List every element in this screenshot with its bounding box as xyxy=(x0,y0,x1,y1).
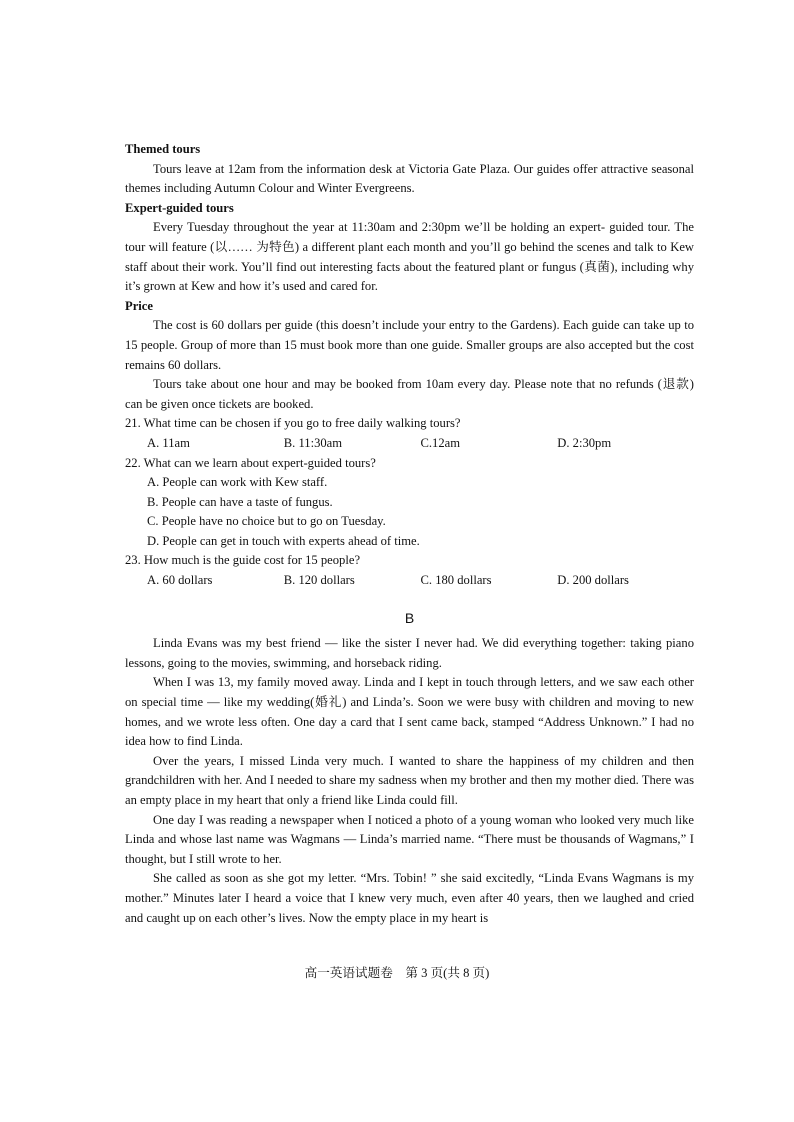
q22-option-c: C. People have no choice but to go on Tuesday. xyxy=(147,514,386,529)
section-b-paragraph-5: She called as soon as she got my letter. “Mrs. Tobin! ” she said excitedly, “Linda Evans Wagmans is my mother.” Minutes later I heard a voice that I knew very much, even after 40 years, then we laughed and cried and caught up on each other’s lives. Now the empty place in my heart is xyxy=(125,871,694,925)
q21-option-d: D. 2:30pm xyxy=(557,435,612,450)
q23-option-b: B. 120 dollars xyxy=(283,573,355,588)
question-21: 21. What time can be chosen if you go to free daily walking tours? xyxy=(125,416,461,431)
themed-tours-text: Tours leave at 12am from the information desk at Victoria Gate Plaza. Our guides offer attractive seasonal themes including Autumn Colour and Winter Evergreens. xyxy=(125,161,694,196)
question-23-options xyxy=(125,571,694,591)
question-23: 23. How much is the guide cost for 15 people? xyxy=(125,553,361,568)
page-footer: 高一英语试题卷 第 3 页(共 8 页) xyxy=(304,966,490,980)
expert-tours-text: Every Tuesday throughout the year at 11:30am and 2:30pm we’ll be holding an expert- guided tour. The tour will feature (以…… 为特色) a different plant each month and you’ll go behind the scenes and talk to Kew staff about their work. You’ll find out interesting facts about the featured plant or fungus (真菌), including why it’s grown at Kew and how it’s used and cared for. xyxy=(125,220,694,294)
price-paragraph-2: Tours take about one hour and may be booked from 10am every day. Please note that no refunds (退款) can be given once tickets are booked. xyxy=(125,377,694,411)
q21-option-a: A. 11am xyxy=(147,435,190,450)
section-b-title: B xyxy=(404,609,415,626)
q21-option-b: B. 11:30am xyxy=(283,435,343,450)
price-paragraph-1: The cost is 60 dollars per guide (this doesn’t include your entry to the Gardens). Each guide can take up to 15 people. Group of more than 15 must book more than one guide. Smaller groups are also accepted but the cost remains 60 dollars. xyxy=(125,318,694,372)
q22-option-a: A. People can work with Kew staff. xyxy=(147,475,328,490)
q22-option-b: B. People can have a taste of fungus. xyxy=(147,494,333,509)
section-b-paragraph-2: When I was 13, my family moved away. Linda and I kept in touch through letters, and we saw each other on special time — like my wedding(婚礼) and Linda’s. Soon we were busy with children and moving to new homes, and we wrote less often. One day a card that I sent came back, stamped “Address Unknown.” I had no idea how to find Linda. xyxy=(125,675,694,749)
q22-option-d: D. People can get in touch with experts ahead of time. xyxy=(147,533,420,548)
question-21-options xyxy=(125,434,694,454)
q21-option-c: C.12am xyxy=(420,435,461,450)
themed-tours-heading: Themed tours xyxy=(125,142,201,156)
section-b-paragraph-4: One day I was reading a newspaper when I noticed a photo of a young woman who looked very much like Linda and whose last name was Wagmans — Linda’s married name. “There must be thousands of Wagmans,” I thought, but I still wrote to her. xyxy=(125,812,694,866)
section-b-paragraph-1: Linda Evans was my best friend — like the sister I never had. We did everything together: taking piano lessons, going to the movies, swimming, and horseback riding. xyxy=(125,636,694,670)
price-heading: Price xyxy=(125,298,153,313)
page-content xyxy=(125,140,694,928)
q23-option-c: C. 180 dollars xyxy=(420,573,492,588)
section-b-paragraph-3: Over the years, I missed Linda very much. I wanted to share the happiness of my children and then grandchildren with her. And I needed to share my sadness when my brother and then my mother died. There was an empty place in my heart that only a friend like Linda could fill. xyxy=(125,753,694,807)
q23-option-d: D. 200 dollars xyxy=(557,573,629,588)
q23-option-a: A. 60 dollars xyxy=(147,573,213,588)
expert-tours-heading: Expert-guided tours xyxy=(125,200,234,215)
question-22: 22. What can we learn about expert-guided tours? xyxy=(125,455,376,470)
